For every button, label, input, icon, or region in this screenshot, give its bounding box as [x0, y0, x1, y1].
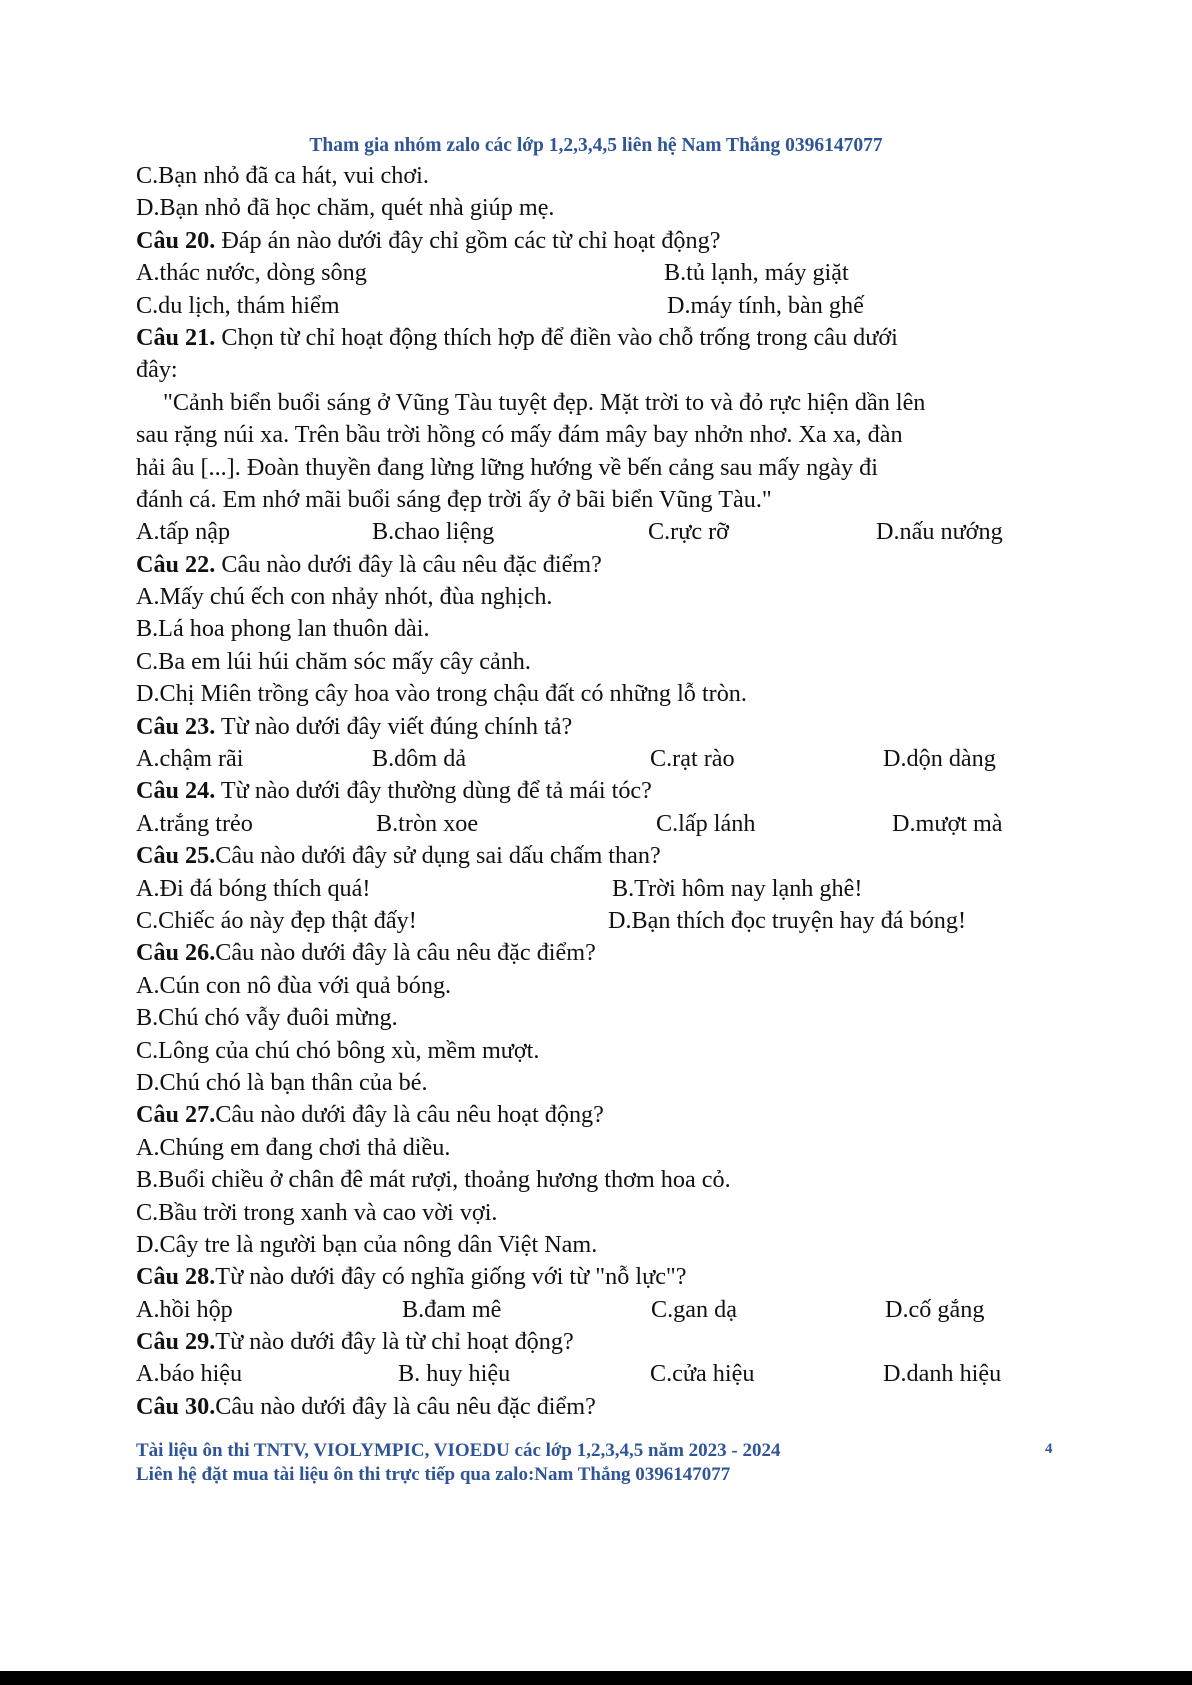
question-text: Từ nào dưới đây viết đúng chính tả? — [215, 712, 573, 740]
question-30 — [136, 1391, 1066, 1423]
option-a: A.Đi đá bóng thích quá! — [136, 874, 371, 902]
option-a: A.báo hiệu — [136, 1360, 243, 1388]
bottom-border — [0, 1671, 1192, 1685]
options-row — [136, 743, 1066, 775]
question-number: Câu 22. — [136, 550, 216, 578]
option-a: A.chậm rãi — [136, 745, 244, 773]
option-a: A.Chúng em đang chơi thả diều. — [136, 1133, 451, 1161]
passage-line: sau rặng núi xa. Trên bầu trời hồng có mấy đám mây bay nhởn nhơ. Xa xa, đàn — [136, 421, 903, 449]
intro-line: C.Bạn nhỏ đã ca hát, vui chơi. — [136, 162, 429, 189]
option-a: A.tấp nập — [136, 518, 231, 546]
question-text: Đáp án nào dưới đây chỉ gồm các từ chỉ hoạt động? — [215, 226, 721, 254]
passage-line: hải âu [...]. Đoàn thuyền đang lừng lững hướng về bến cảng sau mấy ngày đi — [136, 453, 878, 481]
option-d: D.Chú chó là bạn thân của bé. — [136, 1068, 428, 1096]
option-d: D.Bạn thích đọc truyện hay đá bóng! — [608, 906, 967, 934]
option-b: B.tủ lạnh, máy giặt — [664, 259, 849, 287]
question-26 — [136, 937, 1066, 969]
question-number: Câu 24. — [136, 777, 216, 805]
option-d: D.Cây tre là người bạn của nông dân Việt Nam. — [136, 1230, 598, 1258]
question-number: Câu 26. — [136, 939, 216, 967]
options-row — [136, 873, 1066, 905]
question-27 — [136, 1099, 1066, 1131]
passage-line: đánh cá. Em nhớ mãi buổi sáng đẹp trời ấy ở bãi biển Vũng Tàu." — [136, 485, 772, 513]
option-a: A.hồi hộp — [136, 1295, 233, 1323]
option-a: A.trắng trẻo — [136, 809, 253, 837]
question-number: Câu 30. — [136, 1392, 216, 1420]
question-22 — [136, 549, 1066, 581]
question-number: Câu 29. — [136, 1328, 216, 1356]
option-d: D.mượt mà — [892, 809, 1003, 837]
question-number: Câu 21. — [136, 323, 216, 351]
page-number: 4 — [1045, 1441, 1053, 1457]
option-b: B.tròn xoe — [376, 809, 479, 837]
options-row — [136, 290, 1066, 322]
question-number: Câu 23. — [136, 712, 216, 740]
option-a: A.thác nước, dòng sông — [136, 259, 367, 287]
question-20 — [136, 225, 1066, 257]
question-text: Từ nào dưới đây thường dùng để tả mái tóc? — [215, 777, 652, 805]
option-d: D.danh hiệu — [883, 1360, 1002, 1388]
question-text: Từ nào dưới đây là từ chỉ hoạt động? — [215, 1328, 574, 1356]
option-b: B.Buổi chiều ở chân đê mát rượi, thoảng hương thơm hoa cỏ. — [136, 1166, 731, 1194]
option-b: B.chao liệng — [372, 518, 495, 546]
question-text: Câu nào dưới đây là câu nêu hoạt động? — [215, 1101, 604, 1129]
option-c: C.Bầu trời trong xanh và cao vời vợi. — [136, 1198, 498, 1226]
option-c: C.gan dạ — [651, 1295, 737, 1323]
option-c: C.lấp lánh — [656, 809, 756, 837]
question-23 — [136, 711, 1066, 743]
options-row — [136, 257, 1066, 289]
question-number: Câu 25. — [136, 842, 216, 870]
document-body — [136, 160, 1066, 1423]
question-text: Câu nào dưới đây là câu nêu đặc điểm? — [215, 939, 596, 967]
intro-line: D.Bạn nhỏ đã học chăm, quét nhà giúp mẹ. — [136, 194, 555, 222]
option-b: B.Trời hôm nay lạnh ghê! — [612, 874, 863, 902]
question-text: Câu nào dưới đây là câu nêu đặc điểm? — [215, 550, 602, 578]
option-c: C.Ba em lúi húi chăm sóc mấy cây cảnh. — [136, 647, 531, 675]
options-row — [136, 1358, 1066, 1390]
footer-line-2: Liên hệ đặt mua tài liệu ôn thi trực tiếp qua zalo:Nam Thắng 0396147077 — [136, 1464, 731, 1485]
question-25 — [136, 840, 1066, 872]
options-row — [136, 808, 1066, 840]
question-21 — [136, 322, 1066, 354]
question-text: Câu nào dưới đây là câu nêu đặc điểm? — [215, 1392, 596, 1420]
question-28 — [136, 1261, 1066, 1293]
option-b: B.dôm dả — [372, 745, 467, 773]
option-b: B. huy hiệu — [398, 1360, 511, 1388]
options-row — [136, 516, 1066, 548]
option-c: C.rạt rào — [650, 745, 735, 773]
passage-line: "Cảnh biển buổi sáng ở Vũng Tàu tuyệt đẹp. Mặt trời to và đỏ rực hiện dần lên — [163, 388, 926, 416]
question-text: Câu nào dưới đây sử dụng sai dấu chấm than? — [215, 842, 661, 870]
option-d: D.máy tính, bàn ghế — [667, 291, 864, 319]
option-b: B.Chú chó vẫy đuôi mừng. — [136, 1004, 398, 1032]
question-24 — [136, 775, 1066, 807]
option-d: D.dộn dàng — [883, 745, 996, 773]
option-b: B.đam mê — [402, 1295, 502, 1323]
question-number: Câu 20. — [136, 226, 216, 254]
option-c: C.cửa hiệu — [650, 1360, 755, 1388]
option-c: C.rực rỡ — [648, 518, 729, 546]
option-c: C.du lịch, thám hiểm — [136, 291, 340, 319]
question-29 — [136, 1326, 1066, 1358]
options-row — [136, 905, 1066, 937]
page-header: Tham gia nhóm zalo các lớp 1,2,3,4,5 liên hệ Nam Thắng 0396147077 — [309, 135, 883, 156]
option-d: D.Chị Miên trồng cây hoa vào trong chậu đất có những lỗ tròn. — [136, 680, 747, 708]
option-a: A.Cún con nô đùa với quả bóng. — [136, 971, 452, 999]
option-d: D.cố gắng — [885, 1295, 985, 1323]
options-row — [136, 1294, 1066, 1326]
option-d: D.nấu nướng — [876, 518, 1003, 546]
question-text: Chọn từ chỉ hoạt động thích hợp để điền vào chỗ trống trong câu dưới — [215, 323, 898, 351]
option-a: A.Mấy chú ếch con nhảy nhót, đùa nghịch. — [136, 583, 553, 611]
question-text-cont: đây: — [136, 356, 178, 384]
option-c: C.Chiếc áo này đẹp thật đấy! — [136, 906, 417, 934]
question-text: Từ nào dưới đây có nghĩa giống với từ "nỗ lực"? — [215, 1263, 687, 1291]
question-number: Câu 27. — [136, 1101, 216, 1129]
question-number: Câu 28. — [136, 1263, 216, 1291]
option-b: B.Lá hoa phong lan thuôn dài. — [136, 615, 430, 643]
option-c: C.Lông của chú chó bông xù, mềm mượt. — [136, 1036, 540, 1064]
footer-line-1: Tài liệu ôn thi TNTV, VIOLYMPIC, VIOEDU các lớp 1,2,3,4,5 năm 2023 - 2024 — [136, 1440, 781, 1461]
